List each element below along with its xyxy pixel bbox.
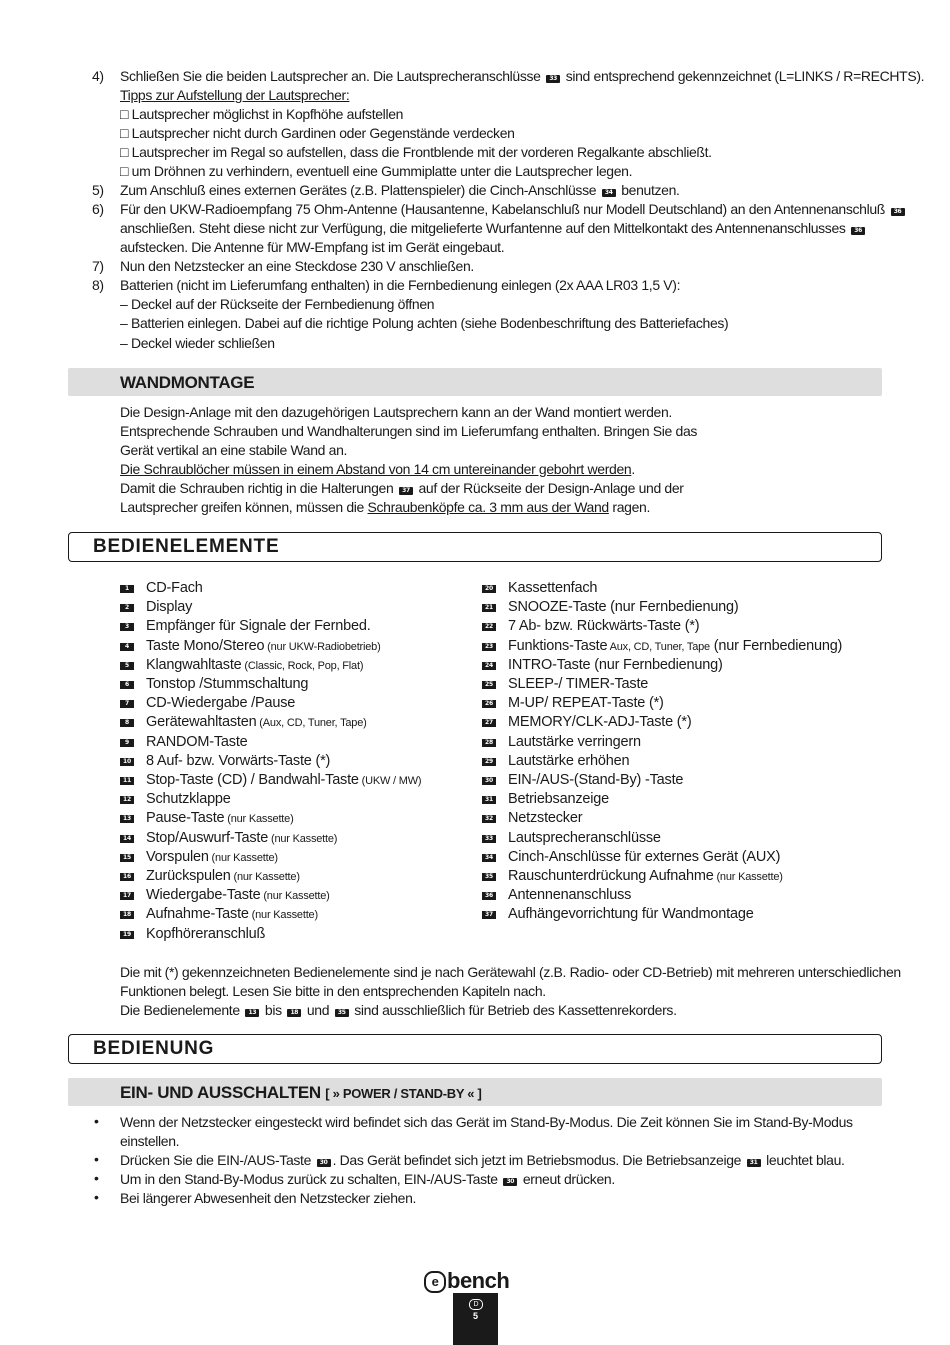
control-label (146, 809, 294, 829)
control-label (508, 829, 661, 848)
control-label-main: Vorspulen (146, 848, 209, 865)
control-label-main: Aufnahme-Taste (146, 906, 249, 923)
control-label (508, 809, 582, 828)
control-number-badge: 33 (482, 835, 496, 843)
control-label-main: Cinch-Anschlüsse für externes Gerät (AUX) (508, 848, 781, 865)
control-label-main: Antennenanschluss (508, 887, 632, 904)
control-label-main: Pause-Taste (146, 810, 225, 827)
bullet: • (94, 1189, 99, 1205)
control-label (508, 694, 664, 713)
page-number: 5 (472, 1311, 478, 1321)
ref-badge: 31 (747, 1159, 761, 1167)
instruction-line: Wenn der Netzstecker eingesteckt wird befindet sich das Gerät im Stand-By-Modus. Die Zeit können Sie im Stand-By-Modus (120, 1114, 853, 1130)
control-label (146, 694, 295, 713)
brand-e-icon: e (424, 1271, 446, 1293)
text: ragen. (612, 499, 651, 515)
control-number-badge: 21 (482, 604, 496, 612)
control-label-note: (nur Kassette) (208, 851, 278, 864)
bullet: • (94, 1113, 99, 1129)
control-label-note: Aux, CD, Tuner, Tape (607, 640, 710, 653)
control-label-main: Kassettenfach (508, 580, 598, 596)
subsection-title (120, 1083, 482, 1103)
control-label-main: INTRO-Taste (nur Fernbedienung) (508, 656, 723, 673)
tip-item: □ Lautsprecher nicht durch Gardinen oder Gegenstände verdecken (120, 125, 515, 141)
control-label-note: (Classic, Rock, Pop, Flat) (241, 659, 364, 672)
subsection-title-small: [ » POWER / STAND-BY « ] (325, 1086, 482, 1101)
ref-badge: 37 (399, 487, 413, 495)
text: Um in den Stand-By-Modus zurück zu schalten, EIN-/AUS-Taste (120, 1171, 498, 1187)
control-label-note: (UKW / MW) (358, 775, 422, 787)
control-label (146, 829, 337, 849)
control-label-main: Gerätewahltasten (146, 714, 257, 731)
step-number: 4) (92, 68, 104, 84)
underlined-text: Die Schraublöcher müssen in einem Abstand von 14 cm untereinander gebohrt werden (120, 461, 632, 477)
control-label-main: CD-Fach (146, 580, 203, 596)
instruction-line (120, 1170, 615, 1189)
control-label-main: Klangwahltaste (146, 656, 242, 673)
text: . Das Gerät befindet sich jetzt im Betriebsmodus. Die Betriebsanzeige (332, 1152, 742, 1168)
text: anschließen. Steht diese nicht zur Verfügung, die mitgelieferte Wurfantenne auf den Mittelkontakt des Antennenanschlusses (120, 220, 846, 236)
section-header-bedienelemente (68, 532, 882, 562)
note-line (120, 1001, 677, 1020)
ref-badge: 33 (546, 75, 560, 83)
control-number-badge: 1 (120, 585, 134, 593)
control-label-main: 7 Ab- bzw. Rückwärts-Taste (*) (508, 618, 700, 635)
ref-badge: 36 (851, 227, 865, 235)
control-number-badge: 7 (120, 700, 134, 708)
ref-badge: 18 (287, 1009, 301, 1017)
tip-item: □ Lautsprecher möglichst in Kopfhöhe aufstellen (120, 106, 404, 122)
control-label (508, 617, 699, 636)
control-label-note: (nur Kassette) (248, 909, 318, 922)
paragraph-line (120, 479, 684, 498)
control-label (508, 733, 641, 752)
control-label-main: Empfänger für Signale der Fernbed. (146, 618, 371, 635)
control-label-main: Stop/Auswurf-Taste (146, 829, 269, 846)
control-number-badge: 35 (482, 873, 496, 881)
step-text (120, 181, 680, 200)
control-label-note: (nur Kassette) (230, 871, 300, 883)
control-number-badge: 30 (482, 777, 496, 785)
control-label (508, 848, 780, 867)
control-label-main: Aufhängevorrichtung für Wandmontage (508, 906, 754, 923)
control-label (146, 867, 300, 887)
control-label (508, 656, 723, 675)
control-number-badge: 26 (482, 700, 496, 708)
country-code: D (469, 1299, 483, 1310)
underlined-text: Schraubenköpfe ca. 3 mm aus der Wand (367, 499, 609, 515)
control-label-main: CD-Wiedergabe /Pause (146, 695, 296, 712)
control-label-main: EIN-/AUS-(Stand-By) -Taste (508, 772, 684, 788)
text: erneut drücken. (522, 1171, 615, 1187)
control-label-extra: (nur Fernbedienung) (709, 637, 843, 654)
control-label (146, 675, 308, 694)
control-label-main: RANDOM-Taste (146, 733, 248, 750)
control-label (146, 713, 367, 733)
control-label (146, 771, 421, 791)
text: Damit die Schrauben richtig in die Halterungen (120, 480, 394, 496)
control-number-badge: 2 (120, 604, 134, 612)
control-label (508, 598, 739, 617)
ref-badge: 30 (503, 1178, 517, 1186)
step-text (120, 219, 867, 238)
control-label-main: Netzstecker (508, 810, 583, 827)
text: Zum Anschluß eines externen Gerätes (z.B. Plattenspieler) die Cinch-Anschlüsse (120, 182, 597, 198)
ref-badge: 35 (335, 1009, 349, 1017)
control-label-main: Wiedergabe-Taste (146, 887, 261, 904)
control-number-badge: 28 (482, 739, 496, 747)
section-header-bedienung (68, 1034, 882, 1064)
control-number-badge: 14 (120, 835, 134, 843)
section-title: BEDIENELEMENTE (93, 536, 280, 557)
control-number-badge: 22 (482, 623, 496, 631)
paragraph-line: Entsprechende Schrauben und Wandhalterungen sind im Lieferumfang enthalten. Bringen Sie das (120, 423, 698, 439)
control-number-badge: 4 (120, 643, 134, 651)
control-number-badge: 18 (120, 911, 134, 919)
step-text (120, 200, 907, 219)
brand-logo (424, 1268, 509, 1294)
control-label-main: Betriebsanzeige (508, 791, 609, 808)
tip-item: □ um Dröhnen zu verhindern, eventuell eine Gummiplatte unter die Lautsprecher legen. (120, 163, 633, 179)
control-label-main: Lautsprecheranschlüsse (508, 829, 661, 846)
tips-heading: Tipps zur Aufstellung der Lautsprecher: (120, 87, 350, 103)
text: benutzen. (621, 182, 680, 198)
control-label (146, 656, 363, 676)
control-number-badge: 10 (120, 758, 134, 766)
section-title: BEDIENUNG (93, 1038, 215, 1059)
control-label (146, 752, 330, 771)
control-number-badge: 16 (120, 873, 134, 881)
control-label-main: Kopfhöreranschluß (146, 925, 266, 942)
text: bis (264, 1002, 282, 1018)
control-label (146, 790, 231, 809)
text: sind entsprechend gekennzeichnet (L=LINKS / R=RECHTS). (565, 68, 925, 84)
control-label-main: Funktions-Taste (508, 637, 608, 654)
control-label-note: (nur Kassette) (713, 871, 783, 883)
control-label (146, 733, 248, 752)
step-text (120, 67, 924, 86)
text: Schließen Sie die beiden Lautsprecher an. Die Lautsprecheranschlüsse (120, 68, 541, 84)
control-label (508, 637, 842, 657)
control-label (146, 925, 265, 944)
paragraph-line: Die Design-Anlage mit den dazugehörigen Lautsprechern kann an der Wand montiert werden. (120, 404, 672, 420)
text: Lautsprecher greifen können, müssen die (120, 499, 364, 515)
control-label (146, 848, 278, 868)
paragraph-line: Gerät vertikal an eine stabile Wand an. (120, 442, 348, 458)
control-label-note: (nur Kassette) (260, 890, 330, 903)
control-label (508, 579, 597, 598)
control-number-badge: 3 (120, 623, 134, 631)
step-subitem: – Deckel wieder schließen (120, 335, 275, 351)
control-label (508, 675, 648, 694)
control-label (508, 886, 631, 905)
paragraph-line (120, 460, 635, 479)
subsection-header-power (68, 1078, 882, 1106)
text: Drücken Sie die EIN-/AUS-Taste (120, 1152, 312, 1168)
control-number-badge: 15 (120, 854, 134, 862)
ref-badge: 34 (602, 189, 616, 197)
control-number-badge: 9 (120, 739, 134, 747)
control-label (146, 886, 330, 906)
control-label (508, 790, 609, 809)
control-label-note: (Aux, CD, Tuner, Tape) (256, 717, 367, 730)
control-number-badge: 12 (120, 796, 134, 804)
step-subitem: – Batterien einlegen. Dabei auf die richtige Polung achten (siehe Bodenbeschriftung des Batteriefaches) (120, 315, 729, 331)
page-number-box (453, 1293, 498, 1345)
control-label-main: Zurückspulen (146, 868, 231, 884)
text: Die Bedienelemente (120, 1002, 240, 1018)
note-line: Die mit (*) gekennzeichneten Bedienelemente sind je nach Gerätewahl (z.B. Radio- oder CD-Betrieb) mit mehreren unterschiedlichen (120, 964, 901, 980)
control-label (508, 752, 629, 771)
bullet: • (94, 1170, 99, 1186)
control-label (146, 617, 371, 636)
section-title: WANDMONTAGE (120, 373, 255, 392)
instruction-line: einstellen. (120, 1133, 180, 1149)
paragraph-line (120, 498, 650, 517)
control-label-main: Display (146, 599, 193, 616)
control-label-main: M-UP/ REPEAT-Taste (*) (508, 695, 664, 712)
text: und (306, 1002, 330, 1018)
text: Für den UKW-Radioempfang 75 Ohm-Antenne (Hausantenne, Kabelanschluß nur Modell Deutschland) an den Antennenanschluß (120, 201, 885, 217)
control-label-main: MEMORY/CLK-ADJ-Taste (*) (508, 714, 692, 731)
control-number-badge: 11 (120, 777, 134, 785)
control-label-main: Schutzklappe (146, 791, 231, 808)
control-number-badge: 13 (120, 815, 134, 823)
section-header-wandmontage (68, 368, 882, 396)
control-number-badge: 20 (482, 585, 496, 593)
control-number-badge: 31 (482, 796, 496, 804)
instruction-line (120, 1151, 845, 1170)
control-label (146, 598, 192, 617)
ref-badge: 36 (891, 208, 905, 216)
control-label-note: (nur UKW-Radiobetrieb) (264, 640, 381, 653)
control-label (508, 867, 783, 887)
control-label-main: Stop-Taste (CD) / Bandwahl-Taste (146, 772, 359, 788)
control-number-badge: 19 (120, 931, 134, 939)
control-number-badge: 5 (120, 662, 134, 670)
control-label-main: Taste Mono/Stereo (146, 637, 265, 654)
control-number-badge: 6 (120, 681, 134, 689)
control-number-badge: 23 (482, 643, 496, 651)
step-text: Nun den Netzstecker an eine Steckdose 230 V anschließen. (120, 258, 474, 274)
step-text: aufstecken. Die Antenne für MW-Empfang ist im Gerät eingebaut. (120, 239, 505, 255)
control-label (146, 579, 203, 598)
tip-item: □ Lautsprecher im Regal so aufstellen, dass die Frontblende mit der vorderen Regalkante abschließt. (120, 144, 712, 160)
ref-badge: 13 (245, 1009, 259, 1017)
step-subitem: – Deckel auf der Rückseite der Fernbedienung öffnen (120, 296, 435, 312)
control-label (146, 905, 318, 925)
control-label (508, 905, 754, 924)
control-number-badge: 34 (482, 854, 496, 862)
control-label-main: SNOOZE-Taste (nur Fernbedienung) (508, 599, 739, 616)
step-number: 7) (92, 258, 104, 274)
step-number: 5) (92, 182, 104, 198)
control-label-main: Rauschunterdrückung Aufnahme (508, 868, 714, 884)
control-number-badge: 29 (482, 758, 496, 766)
text: auf der Rückseite der Design-Anlage und der (418, 480, 684, 496)
note-line: Funktionen belegt. Lesen Sie bitte in den entsprechenden Kapiteln nach. (120, 983, 546, 999)
control-label-main: 8 Auf- bzw. Vorwärts-Taste (*) (146, 752, 331, 769)
instruction-line: Bei längerer Abwesenheit den Netzstecker ziehen. (120, 1190, 417, 1206)
control-number-badge: 37 (482, 911, 496, 919)
control-label (146, 637, 381, 657)
control-label-note: (nur Kassette) (224, 813, 294, 826)
step-number: 8) (92, 277, 104, 293)
control-label (508, 713, 691, 732)
control-label-note: (nur Kassette) (268, 832, 338, 845)
control-number-badge: 24 (482, 662, 496, 670)
bullet: • (94, 1151, 99, 1167)
control-label-main: Lautstärke erhöhen (508, 752, 630, 769)
step-number: 6) (92, 201, 104, 217)
subsection-title-main: EIN- UND AUSSCHALTEN (120, 1083, 321, 1102)
control-number-badge: 17 (120, 892, 134, 900)
step-text: Batterien (nicht im Lieferumfang enthalten) in die Fernbedienung einlegen (2x AAA LR03 1,5 V): (120, 277, 681, 293)
text: . (631, 461, 635, 477)
control-label-main: SLEEP-/ TIMER-Taste (508, 676, 649, 692)
control-label-main: Tonstop /Stummschaltung (146, 676, 309, 692)
control-number-badge: 36 (482, 892, 496, 900)
control-label-main: Lautstärke verringern (508, 733, 641, 750)
text: leuchtet blau. (766, 1152, 845, 1168)
control-number-badge: 8 (120, 719, 134, 727)
brand-logo-text: bench (447, 1268, 510, 1293)
ref-badge: 30 (317, 1159, 331, 1167)
control-number-badge: 25 (482, 681, 496, 689)
control-number-badge: 32 (482, 815, 496, 823)
control-number-badge: 27 (482, 719, 496, 727)
control-label (508, 771, 683, 790)
text: sind ausschließlich für Betrieb des Kassettenrekorders. (354, 1002, 677, 1018)
